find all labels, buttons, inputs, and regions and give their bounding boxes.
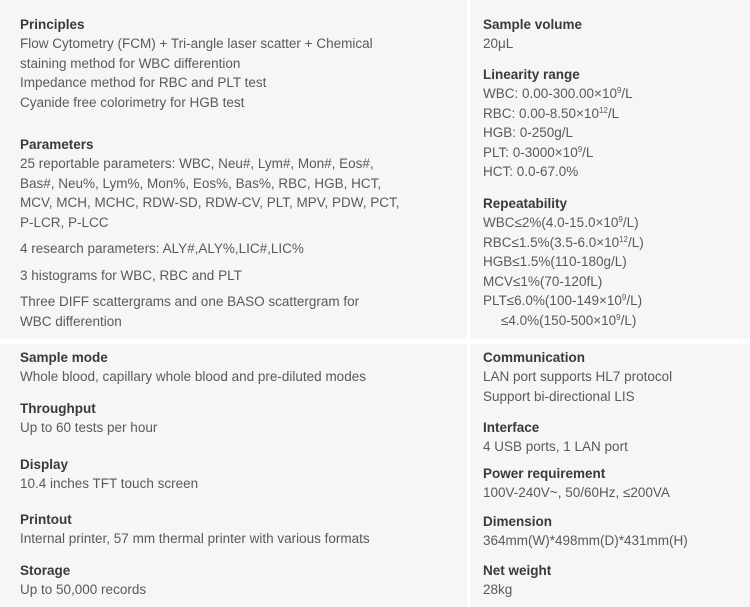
dimension-heading: Dimension [483, 514, 553, 529]
column-divider-top [467, 0, 470, 339]
sample-volume-heading: Sample volume [483, 17, 583, 32]
parameters-line: Bas#, Neu%, Lym%, Mon%, Eos%, Bas%, RBC, HGB, HCT, [20, 175, 382, 191]
net-weight-section [483, 562, 551, 600]
linearity-item: RBC: $0.00-8.50\times 10^{12}/L$ [483, 105, 620, 121]
repeatability-item: $WBC\le 2\%(4.0-15.0\times 10^9/L)$ [483, 215, 639, 230]
sample-volume-value: 20μL [483, 36, 514, 51]
interface-section [483, 419, 628, 457]
linearity-heading: Linearity range [483, 67, 580, 82]
linearity-item: HCT: 0.0-67.0% [483, 164, 579, 179]
communication-value: LAN port supports HL7 protocol [483, 369, 673, 384]
dimension-value: 364mm(W)*498mm(D)*431mm(H) [483, 533, 688, 548]
net-weight-heading: Net weight [483, 563, 552, 578]
repeatability-section [483, 195, 644, 330]
communication-section [483, 349, 672, 406]
repeatability-item: $\le 4.0\%(150-500\times 10^9/L)$ [501, 312, 637, 328]
parameters-line: 25 reportable parameters: WBC, Neu#, Lym#, Mon#, Eos#, [20, 156, 374, 171]
display-section [20, 456, 198, 494]
scattergram-line: Three DIFF scattergrams and one BASO scattergram for [20, 294, 360, 309]
interface-value: 4 USB ports, 1 LAN port [483, 439, 628, 454]
linearity-section [483, 66, 633, 182]
parameters-line: P-LCR, P-LCC [20, 214, 109, 230]
sample-mode-section [20, 349, 366, 387]
parameters-heading: Parameters [20, 137, 94, 152]
sample-mode-heading: Sample mode [20, 350, 108, 365]
linearity-item: WBC: $0.00-300.00\times 10^9/L$ [483, 86, 633, 101]
repeatability-item: MCV≤1%(70-120fL) [483, 273, 603, 289]
linearity-item: PLT: $0-3000\times 10^9/L$ [483, 144, 594, 160]
storage-value: Up to 50,000 records [20, 582, 147, 597]
printout-section [20, 511, 370, 549]
histograms-line: 3 histograms for WBC, RBC and PLT [20, 267, 242, 283]
repeatability-item: HGB≤1.5%(110-180g/L) [483, 254, 627, 269]
sample-mode-value: Whole blood, capillary whole blood and pre-diluted modes [20, 369, 366, 384]
throughput-section [20, 400, 157, 438]
parameters-section [20, 136, 400, 331]
parameters-line: MCV, MCH, MCHC, RDW-SD, RDW-CV, PLT, MPV, PDW, PCT, [20, 195, 400, 210]
scattergram-line: WBC differention [20, 313, 122, 329]
repeatability-heading: Repeatability [483, 196, 568, 211]
linearity-item: HGB: 0-250g/L [483, 125, 574, 140]
throughput-heading: Throughput [20, 401, 96, 416]
principles-line: Impedance method for RBC and PLT test [20, 75, 267, 90]
communication-heading: Communication [483, 350, 586, 365]
research-parameters: 4 research parameters: ALY#,ALY%,LIC#,LIC% [20, 241, 304, 256]
net-weight-value: 28kg [483, 582, 513, 597]
throughput-value: Up to 60 tests per hour [20, 420, 158, 435]
communication-value: Support bi-directional LIS [483, 388, 635, 404]
repeatability-item: $RBC\le 1.5\%(3.5-6.0\times 10^{12}/L)$ [483, 234, 644, 250]
storage-heading: Storage [20, 563, 71, 578]
repeatability-item: $PLT\le 6.0\%(100-149\times 10^9/L)$ [483, 293, 643, 308]
sample-volume-section [483, 16, 582, 54]
printout-value: Internal printer, 57 mm thermal printer with various formats [20, 531, 370, 546]
column-divider-bottom [467, 343, 470, 607]
power-heading: Power requirement [483, 466, 606, 481]
principles-line: staining method for WBC differention [20, 55, 241, 71]
interface-heading: Interface [483, 420, 540, 435]
storage-section [20, 562, 146, 600]
power-section [483, 465, 670, 503]
principles-line: Flow Cytometry (FCM) + Tri-angle laser scatter + Chemical [20, 36, 373, 51]
principles-section [20, 16, 373, 112]
power-value: 100V-240V~, 50/60Hz, ≤200VA [483, 485, 670, 500]
display-value: 10.4 inches TFT touch screen [20, 476, 199, 491]
principles-heading: Principles [20, 17, 85, 32]
principles-line: Cyanide free colorimetry for HGB test [20, 94, 245, 110]
display-heading: Display [20, 457, 69, 472]
section-divider [0, 339, 750, 343]
dimension-section [483, 513, 688, 551]
printout-heading: Printout [20, 512, 72, 527]
